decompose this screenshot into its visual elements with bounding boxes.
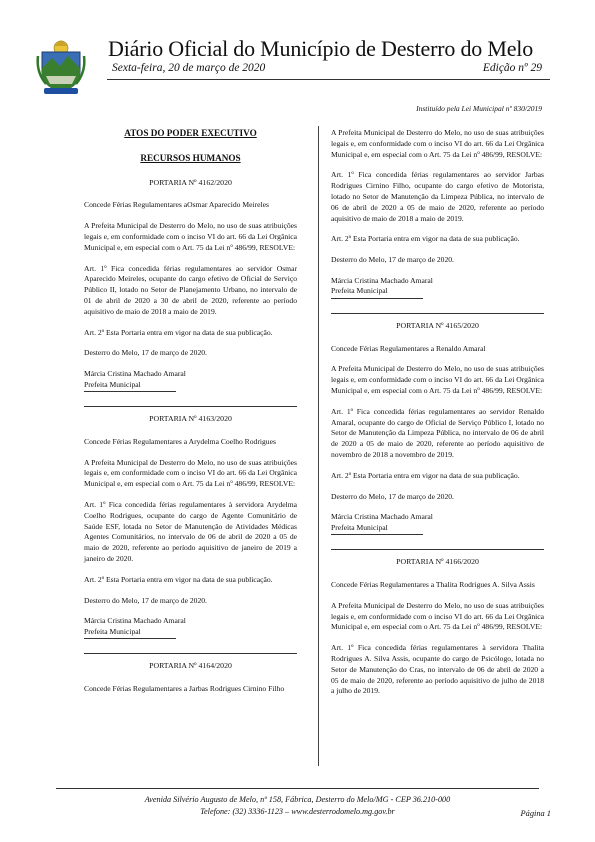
footer-contact: Telefone: (32) 3336-1123 – www.desterrodomelo.mg.gov.br (200, 807, 395, 816)
signer-role: Prefeita Municipal (84, 380, 176, 392)
portaria-4162-preamble: A Prefeita Municipal de Desterro do Melo, no uso de suas atribuições legais e, em conformidade com o inciso VI do art. 66 da Lei Orgânica Municipal e, em especial com o Art. 75 da Lei nº 486/99, RESOLVE: (84, 221, 297, 252)
portaria-4165-title: PORTARIA Nº 4165/2020 (331, 313, 544, 332)
signer-name: Márcia Cristina Machado Amaral (331, 512, 433, 522)
left-column (84, 128, 297, 705)
portaria-4162-art1: Art. 1º Fica concedida férias regulamentares ao servidor Osmar Aparecido Meireles, ocupante do cargo efetivo de Oficial de Serviço Público II, lotado no Setor de Planejamento Urbano, no intervalo de 01 de abril de 2020 a 30 de abril de 2020, referente ao período aquisitivo de maio de 2018 a maio de 2019. (84, 263, 297, 316)
portaria-4166-title: PORTARIA Nº 4166/2020 (331, 549, 544, 568)
signer-name: Márcia Cristina Machado Amaral (84, 369, 186, 379)
portaria-4163-summary: Concede Férias Regulamentares a Arydelma Coelho Rodrigues (84, 436, 276, 446)
portaria-4163-place-date: Desterro do Melo, 17 de março de 2020. (84, 595, 207, 605)
section-title: ATOS DO PODER EXECUTIVO (124, 128, 257, 138)
portaria-4165-art2: Art. 2º Esta Portaria entra em vigor na data de sua publicação. (331, 470, 520, 480)
portaria-4162-signature (84, 369, 297, 392)
column-divider (318, 126, 319, 766)
portaria-4164-art2: Art. 2º Esta Portaria entra em vigor na data de sua publicação. (331, 234, 520, 244)
portaria-4164-signature (331, 276, 544, 299)
portaria-4162-art2: Art. 2º Esta Portaria entra em vigor na data de sua publicação. (84, 327, 273, 337)
institution-note: Instituído pela Lei Municipal nº 830/2019 (416, 104, 542, 113)
footer-address: Avenida Silvério Augusto de Melo, nº 158, Fábrica, Desterro do Melo/MG - CEP 36.210-000 (144, 795, 451, 804)
footer-divider (56, 788, 539, 789)
portaria-4162-place-date: Desterro do Melo, 17 de março de 2020. (84, 348, 207, 358)
subsection-title: RECURSOS HUMANOS (140, 152, 241, 163)
portaria-4165-preamble: A Prefeita Municipal de Desterro do Melo, no uso de suas atribuições legais e, em conformidade com o inciso VI do art. 66 da Lei Orgânica Municipal e, em especial com o Art. 75 da Lei nº 486/99, RESOLVE: (331, 364, 544, 395)
portaria-4163-art2: Art. 2º Esta Portaria entra em vigor na data de sua publicação. (84, 574, 273, 584)
signer-role: Prefeita Municipal (331, 523, 423, 535)
signer-role: Prefeita Municipal (84, 627, 176, 639)
portaria-4166-summary: Concede Férias Regulamentares a Thalita Rodrigues A. Silva Assis (331, 579, 535, 589)
signer-name: Márcia Cristina Machado Amaral (84, 616, 186, 626)
municipal-coat-of-arms-icon (36, 38, 86, 96)
portaria-4162-title: PORTARIA Nº 4162/2020 (149, 177, 232, 187)
portaria-4165-art1: Art. 1º Fica concedida férias regulamentares ao servidor Renaldo Amaral, ocupante do cargo de Oficial de Serviço Público I, lotado no Setor de Manutenção da Limpeza Pública, no intervalo de 06 de abril de 2020 a 05 de maio de 2020, referente ao período aquisitivo de novembro de 2018 a novembro de 2019. (331, 406, 544, 459)
portaria-4165-signature (331, 512, 544, 535)
portaria-4164-preamble: A Prefeita Municipal de Desterro do Melo, no uso de suas atribuições legais e, em conformidade com o inciso VI do art. 66 da Lei Orgânica Municipal e, em especial com o Art. 75 da Lei nº 486/99, RESOLVE: (331, 128, 544, 159)
portaria-4164-art1: Art. 1º Fica concedida férias regulamentares ao servidor Jarbas Rodrigues Cirnino Filho, ocupante do cargo efetivo de Motorista, lotado no Setor de Manutenção da Limpeza Pública, no intervalo de 06 de abril de 2020 a 05 de maio de 2020, referente ao período aquisitivo de maio de 2018 a maio de 2019. (331, 170, 544, 223)
portaria-4164-place-date: Desterro do Melo, 17 de março de 2020. (331, 255, 454, 265)
portaria-4166-preamble: A Prefeita Municipal de Desterro do Melo, no uso de suas atribuições legais e, em conformidade com o inciso VI do art. 66 da Lei Orgânica Municipal e, em especial com o Art. 75 da Lei nº 486/99, RESOLVE: (331, 600, 544, 632)
header-divider (107, 79, 550, 80)
portaria-4163-signature (84, 616, 297, 639)
portaria-4166-art1: Art. 1º Fica concedida férias regulamentares à servidora Thalita Rodrigues A. Silva Assis, ocupante do cargo de Psicólogo, lotada no Setor de Manutenção do Cras, no intervalo de 06 de abril de 2020 a 05 de maio de 2020, referente ao período aquisitivo de julho de 2018 a julho de 2019. (331, 643, 544, 696)
portaria-4163-title: PORTARIA Nº 4163/2020 (84, 406, 297, 425)
portaria-4165-place-date: Desterro do Melo, 17 de março de 2020. (331, 491, 454, 501)
portaria-4164-title: PORTARIA Nº 4164/2020 (84, 653, 297, 672)
portaria-4163-art1: Art. 1º Fica concedida férias regulamentares à servidora Arydelma Coelho Rodrigues, ocupante do cargo de Agente Comunitário de Saúde ESF, lotada no Setor de Manutenção de Atividades Médicas Agentes Comunitários, no intervalo de 06 de abril de 2020 a 05 de maio de 2020, referente ao período aquisitivo de janeiro de 2019 a janeiro de 2020. (84, 499, 297, 563)
page-number: Página 1 (520, 809, 551, 818)
publication-date: Sexta-feira, 20 de março de 2020 (112, 62, 266, 74)
signer-name: Márcia Cristina Machado Amaral (331, 275, 433, 285)
page-title: Diário Oficial do Município de Desterro do Melo (108, 36, 533, 61)
portaria-4162-summary: Concede Férias Regulamentares aOsmar Aparecido Meireles (84, 200, 269, 210)
portaria-4164-summary: Concede Férias Regulamentares a Jarbas Rodrigues Cirnino Filho (84, 683, 285, 693)
portaria-4163-preamble: A Prefeita Municipal de Desterro do Melo, no uso de suas atribuições legais e, em conformidade com o inciso VI do art. 66 da Lei Orgânica Municipal e, em especial com o Art. 75 da Lei nº 486/99, RESOLVE: (84, 457, 297, 489)
edition-number: Edição nº 29 (482, 62, 542, 74)
signer-role: Prefeita Municipal (331, 286, 423, 298)
portaria-4165-summary: Concede Férias Regulamentares a Renaldo Amaral (331, 343, 486, 353)
right-column (331, 128, 544, 707)
